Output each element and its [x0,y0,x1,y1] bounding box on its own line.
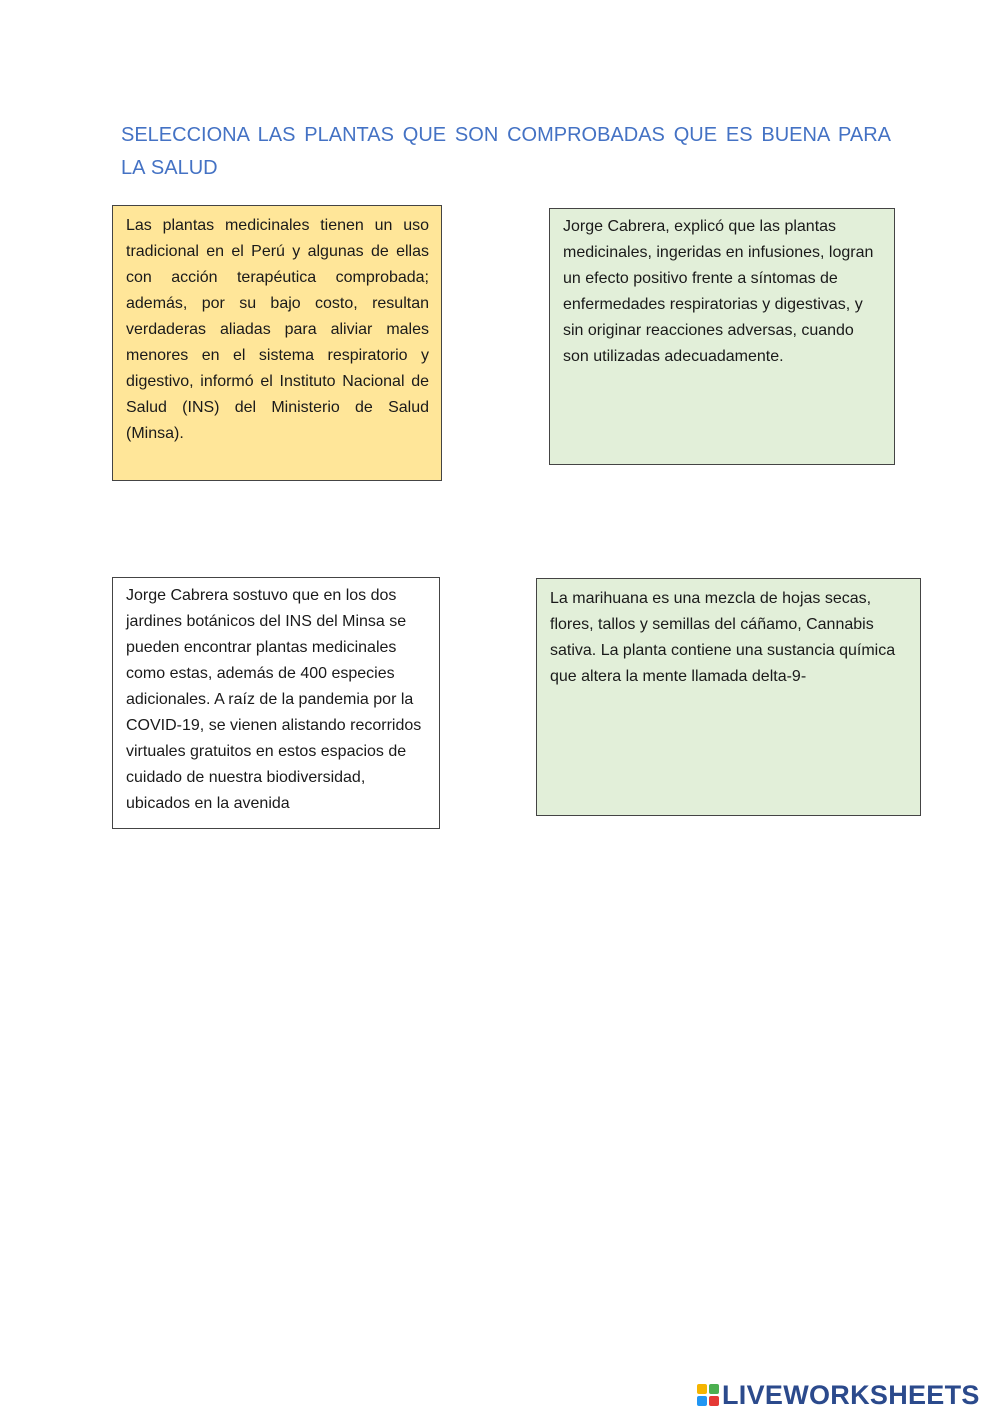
selectable-card-plantas-medicinales[interactable] [112,205,442,481]
liveworksheets-logo-icon [697,1384,719,1406]
card-text: Jorge Cabrera, explicó que las plantas medicinales, ingeridas en infusiones, logran un efecto positivo frente a síntomas de enfermedades respiratorias y digestivas, y sin originar reacciones adversas, cuando son utilizadas adecuadamente. [563,218,874,365]
selectable-card-marihuana[interactable] [536,578,921,816]
card-text: Jorge Cabrera sostuvo que en los dos jardines botánicos del INS del Minsa se pueden encontrar plantas medicinales como estas, además de 400 especies adicionales. A raíz de la pandemia por la COVID-19, se vienen alistando recorridos virtuales gratuitos en estos espacios de cuidado de nuestra biodiversidad, ubicados en la avenida [126,587,422,812]
liveworksheets-logo [697,1378,980,1412]
selectable-card-jardines-botanicos[interactable] [112,577,440,829]
card-text: Las plantas medicinales tienen un uso tradicional en el Perú y algunas de ellas con acción terapéutica comprobada; además, por su bajo costo, resultan verdaderas aliadas para aliviar males menores en el sistema respiratorio y digestivo, informó el Instituto Nacional de Salud (INS) del Ministerio de Salud (Minsa). [126,217,429,442]
logo-wordmark: LIVEWORKSHEETS [722,1379,980,1410]
selectable-card-infusiones[interactable] [549,208,895,465]
card-text: La marihuana es una mezcla de hojas secas, flores, tallos y semillas del cáñamo, Cannabis sativa. La planta contiene una sustancia química que altera la mente llamada delta-9- [550,590,896,685]
worksheet-title: SELECCIONA LAS PLANTAS QUE SON COMPROBADAS QUE ES BUENA PARA LA SALUD [121,124,891,179]
